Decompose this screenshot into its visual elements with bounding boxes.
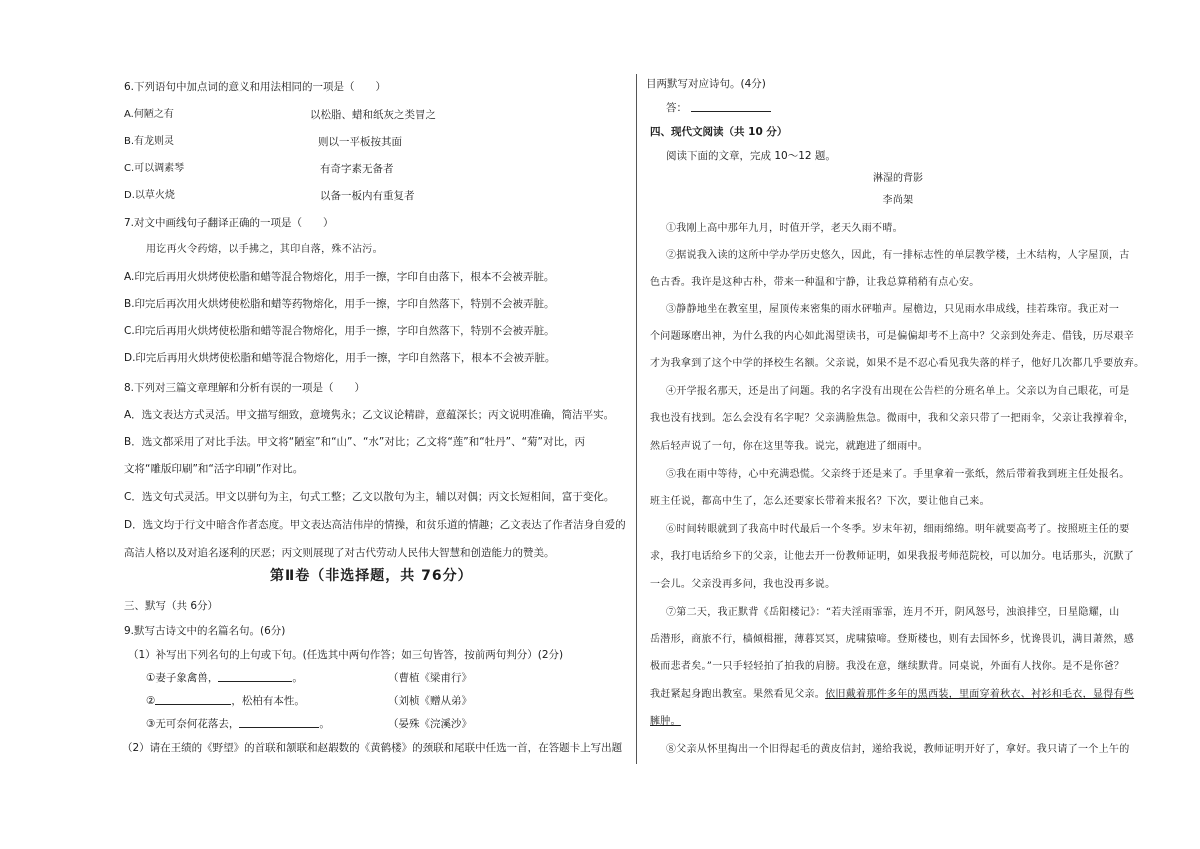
para-1-line-1: ①我刚上高中那年九月，时值开学，老天久雨不晴。 xyxy=(666,223,903,234)
para-4-line-3: 然后轻声说了一句，你在这里等我。说完，就跑进了细雨中。 xyxy=(650,441,929,452)
q6-option-b-compare: 则以一平板按其面 xyxy=(318,136,402,148)
q9-item-3 xyxy=(146,717,330,731)
para-7-underlined-sentence: 依旧戴着那件多年的黑西装，里面穿着秋衣、衬衫和毛衣，显得有些 xyxy=(825,689,1135,700)
q9-stem: 9.默写古诗文中的名篇名句。(6分) xyxy=(124,625,286,637)
q7-option-d: D.印完后再用火烘烤使松脂和蜡等混合物熔化，用手一擦，字印自然落下，根本不会被弄脏。 xyxy=(124,352,556,364)
section3-heading: 三、默写（共 6分） xyxy=(124,600,219,612)
para-6-line-3: 一会儿。父亲没再多问，我也没再多说。 xyxy=(650,579,836,590)
q9-item-1-post: 。 xyxy=(292,672,303,684)
para-4-line-2: 我也没有找到。怎么会没有名字呢？父亲满脸焦急。微雨中，我和父亲只带了一把雨伞，父亲让我撑着伞， xyxy=(650,413,1135,424)
q8-line-1: A．选文表达方式灵活。甲文描写细致，意境隽永；乙文议论精辟，意蕴深长；丙文说明准确，简洁平实。 xyxy=(124,409,615,421)
q9-item-3-pre: ③无可奈何花落去， xyxy=(146,718,240,730)
q7-stem: 7.对文中画线句子翻译正确的一项是（ ） xyxy=(124,217,334,229)
q9-item-2-blank[interactable] xyxy=(155,694,231,705)
answer-line xyxy=(666,101,771,115)
q9-item-2-source: （刘桢《赠从弟》 xyxy=(388,695,472,707)
para-4-line-1: ④开学报名那天，还是出了问题。我的名字没有出现在公告栏的分班名单上。父亲以为自己眼花，可是 xyxy=(666,386,1130,397)
essay-author-text: 李尚架 xyxy=(882,195,914,206)
reading-instructions: 阅读下面的文章，完成 10～12 题。 xyxy=(666,150,836,162)
q7-option-b: B.印完后再次用火烘烤使松脂和蜡等药物熔化，用手一擦，字印自然落下，特别不会被弄脏。 xyxy=(124,298,555,310)
para-2-line-2: 色古香。我许是这种古朴，带来一种温和宁静，让我总算稍稍有点心安。 xyxy=(650,277,980,288)
q9-item-2-pre: ② xyxy=(146,695,156,707)
para-7-line-4-plain: 我赶紧起身跑出教室。果然看见父亲。 xyxy=(650,689,826,700)
q9-item-2 xyxy=(146,694,305,708)
q9-item-1-source: （曹植《梁甫行》 xyxy=(388,672,472,684)
q6-option-c-compare: 有奇字素无备者 xyxy=(320,163,394,175)
q9-continuation: 目两默写对应诗句。(4分) xyxy=(646,78,766,90)
q6-option-d: D.以草火烧 xyxy=(124,190,175,201)
q6-option-a: A.何陋之有 xyxy=(124,109,174,120)
q8-stem: 8.下列对三篇文章理解和分析有误的一项是（ ） xyxy=(124,382,366,394)
q9-item-1-pre: ①妻子象禽兽， xyxy=(146,672,219,684)
para-3-line-2: 个问题琢磨出神，为什么我的内心如此渴望读书，可是偏偏却考不上高中？父亲到处奔走、借钱，历尽艰辛 xyxy=(650,331,1135,342)
q9-item-3-post: 。 xyxy=(319,718,330,730)
q9-item-1 xyxy=(146,671,303,685)
essay-author xyxy=(650,194,1146,208)
q6-stem: 6.下列语句中加点词的意义和用法相同的一项是（ ） xyxy=(124,81,387,93)
q7-option-c: C.印完后再用火烘烤使松脂和蜡等混合物熔化，用手一擦，字印自然落下，特别不会被弄脏。 xyxy=(124,325,555,337)
essay-title-text: 淋湿的背影 xyxy=(873,173,923,184)
para-5-line-2: 班主任说，都高中生了，怎么还要家长带着来报名？下次，要让他自己来。 xyxy=(650,496,990,507)
answer-blank[interactable] xyxy=(691,101,771,112)
q6-option-c: C.可以调素琴 xyxy=(124,163,185,174)
para-6-line-2: 求，我打电话给乡下的父亲，让他去开一份教师证明，如果我报考师范院校，可以加分。电话那头，沉默了 xyxy=(650,551,1135,562)
q6-option-a-compare: 以松脂、蜡和纸灰之类冒之 xyxy=(310,109,436,121)
q8-line-2: B．选文都采用了对比手法。甲文将“陋室”和“山”、“水”对比；乙文将“莲”和“牡丹”、“菊”对比，丙 xyxy=(124,436,585,448)
q8-line-3: 文将“雕版印刷”和“活字印刷”作对比。 xyxy=(124,463,304,475)
column-divider xyxy=(636,74,637,764)
essay-title xyxy=(650,172,1146,186)
para-2-line-1: ②据说我入读的这所中学办学历史悠久，因此，有一排标志性的单层教学楼，土木结构，人字屋顶，古 xyxy=(666,250,1130,261)
q8-line-6: 高洁人格以及对追名逐利的厌恶；丙文则展现了对古代劳动人民伟大智慧和创造能力的赞美。 xyxy=(124,547,555,559)
q9-sub2: （2）请在王绩的《野望》的首联和颔联和赵嘏数的《黄鹤楼》的颈联和尾联中任选一首，在答题卡上写出题 xyxy=(122,742,623,754)
section4-heading: 四、现代文阅读（共 10 分） xyxy=(650,126,788,138)
q6-option-b: B.有龙则灵 xyxy=(124,136,175,147)
q9-item-3-source: （晏殊《浣溪沙》 xyxy=(388,718,472,730)
q9-item-3-blank[interactable] xyxy=(239,717,319,728)
para-6-line-1: ⑥时间转眼就到了我高中时代最后一个冬季。岁末年初，细雨绵绵。明年就要高考了。按照班主任的要 xyxy=(666,524,1130,535)
para-7-line-3: 极而悲者矣。”一只手轻轻拍了拍我的肩膀。我没在意，继续默背。同桌说，外面有人找你。是不是你爸？ xyxy=(650,661,1125,672)
para-7-line-4 xyxy=(650,688,1134,702)
q8-line-4: C．选文句式灵活。甲文以骈句为主，句式工整；乙文以散句为主，辅以对偶；丙文长短相间，富于变化。 xyxy=(124,491,615,503)
q7-quote: 用讫再火令药熔，以手拂之，其印自落，殊不沾污。 xyxy=(146,244,383,255)
para-7-line-2: 岳潜形，商旅不行，樯倾楫摧，薄暮冥冥，虎啸猿啼。登斯楼也，则有去国怀乡，忧谗畏讥，满目萧然，感 xyxy=(650,634,1135,645)
para-3-line-3: 才为我拿到了这个中学的择校生名额。父亲说，如果不是不忍心看见我失落的样子，他好几次都几乎要放弃。 xyxy=(650,358,1145,369)
q9-sub1: （1）补写出下列名句的上句或下句。(任选其中两句作答；如三句皆答，按前两句判分）(2分) xyxy=(128,649,564,661)
q7-option-a: A.印完后再用火烘烤使松脂和蜡等混合物熔化，用手一擦，字印自由落下，根本不会被弄脏。 xyxy=(124,271,555,283)
para-8-line-1: ⑧父亲从怀里掏出一个旧得起毛的黄皮信封，递给我说，教师证明开好了，拿好。我只请了一个上午的 xyxy=(666,744,1130,755)
q8-line-5: D．选文均于行文中暗含作者态度。甲文表达高洁伟岸的情操，和贫乐道的情趣；乙文表达了作者洁身自爱的 xyxy=(124,519,626,531)
answer-label: 答： xyxy=(666,102,687,114)
q9-item-1-blank[interactable] xyxy=(218,671,292,682)
para-5-line-1: ⑤我在雨中等待，心中充满恐慌。父亲终于还是来了。手里拿着一张纸，然后带着我到班主任处报名。 xyxy=(666,469,1130,480)
part2-title: 第Ⅱ卷（非选择题，共 76分） xyxy=(270,568,473,584)
q9-item-2-post: ，松柏有本性。 xyxy=(231,695,305,707)
para-3-line-1: ③静静地坐在教室里，屋顶传来密集的雨水砰啪声。屋檐边，只见雨水串成线，挂若珠帘。我正对一 xyxy=(666,304,1120,315)
q6-option-d-compare: 以备一板内有重复者 xyxy=(320,190,415,202)
para-7-line-5: 臃肿。 xyxy=(650,716,681,727)
para-7-line-1: ⑦第二天，我正默背《岳阳楼记》：“若夫淫雨霏霏，连月不开，阴风怒号，浊浪排空，日星隐耀，山 xyxy=(666,607,1120,618)
